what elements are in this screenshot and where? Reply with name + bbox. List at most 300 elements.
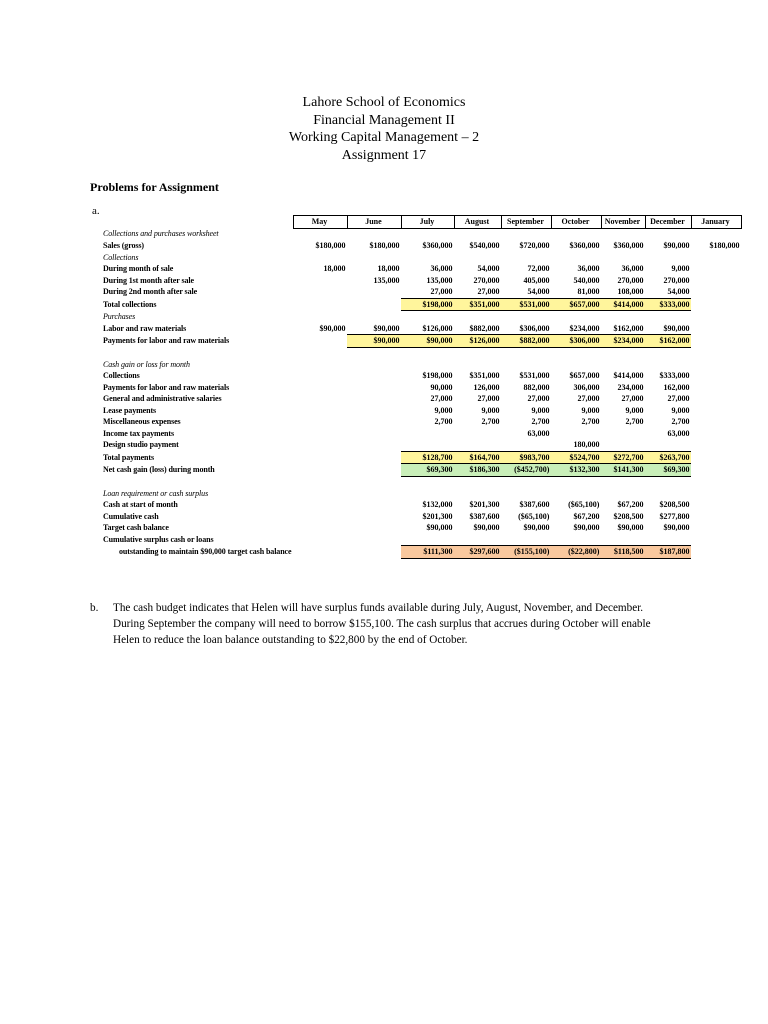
cg-collections-row: [101, 370, 741, 382]
value-cell: 2,700: [434, 417, 453, 426]
value-cell: 54,000: [477, 264, 500, 273]
empty-cell: [347, 488, 401, 500]
empty-cell: [293, 546, 347, 559]
value-cell: $132,300: [551, 464, 601, 477]
value-cell: 2,700: [581, 417, 600, 426]
value-cell: 54,000: [645, 286, 691, 298]
empty-cell: [551, 347, 601, 359]
empty-cell: [454, 488, 501, 500]
value-cell: [401, 428, 454, 440]
empty-cell: [347, 511, 401, 523]
value-cell: [347, 298, 401, 311]
value-cell: $162,000: [645, 335, 691, 348]
empty-cell: [645, 476, 691, 488]
value-cell: [601, 428, 645, 440]
empty-cell: [601, 228, 645, 240]
value-cell: 270,000: [473, 275, 500, 285]
first-month-row: [101, 275, 741, 287]
value-cell: $540,000: [469, 241, 500, 250]
empty-cell: [501, 311, 551, 323]
empty-cell: [293, 476, 347, 488]
empty-cell: [551, 228, 601, 240]
empty-cell: [551, 359, 601, 371]
month-header: December: [645, 216, 691, 229]
empty-cell: [691, 499, 741, 511]
row-label: Cash at start of month: [103, 500, 178, 509]
value-cell: $882,000: [469, 323, 500, 333]
row-label: During 1st month after sale: [103, 275, 194, 285]
section-title: Problems for Assignment: [90, 180, 219, 194]
value-cell: [601, 439, 645, 451]
total-collections-row: [101, 298, 741, 311]
value-cell: $360,000: [613, 241, 644, 250]
value-cell: 135,000: [426, 275, 453, 285]
value-cell: 36,000: [621, 264, 644, 273]
empty-cell: [401, 347, 454, 359]
value-cell: 2,700: [531, 417, 550, 426]
value-cell: [551, 428, 601, 440]
topic-title: Working Capital Management – 2: [288, 130, 480, 146]
value-cell: $180,000: [315, 241, 346, 250]
value-cell: $90,000: [473, 523, 500, 532]
value-cell: $90,000: [319, 323, 346, 333]
month-header: January: [691, 216, 741, 229]
empty-cell: [401, 359, 454, 371]
value-cell: 126,000: [473, 382, 500, 392]
empty-cell: [101, 476, 293, 488]
target-cash-row: [101, 522, 741, 534]
empty-cell: [347, 451, 401, 464]
row-label: Purchases: [103, 311, 136, 321]
empty-cell: [293, 347, 347, 359]
empty-cell: [401, 228, 454, 240]
row-label: Payments for labor and raw materials: [103, 382, 230, 392]
value-cell: [501, 439, 551, 451]
value-cell: 63,000: [527, 428, 550, 438]
empty-cell: [347, 439, 401, 451]
empty-cell: [454, 359, 501, 371]
value-cell: $277,800: [659, 511, 690, 521]
month-header: September: [501, 216, 551, 229]
value-cell: $531,000: [519, 371, 550, 380]
value-cell: 135,000: [373, 275, 400, 285]
value-cell: $208,500: [659, 500, 690, 509]
empty-cell: [691, 382, 741, 394]
value-cell: $983,700: [501, 451, 551, 464]
month-header: July: [401, 216, 454, 229]
value-cell: $351,000: [469, 371, 500, 380]
cash-budget-worksheet: [101, 215, 742, 559]
value-cell: $90,000: [663, 523, 690, 532]
value-cell: [691, 275, 741, 287]
cg-payments-labor-row: [101, 382, 741, 394]
row-label: Design studio payment: [103, 440, 179, 450]
value-cell: $187,800: [645, 546, 691, 559]
value-cell: 9,000: [481, 405, 500, 415]
empty-cell: [347, 476, 401, 488]
value-cell: $128,700: [401, 451, 454, 464]
value-cell: 108,000: [601, 286, 645, 298]
value-cell: $387,600: [519, 500, 550, 509]
empty-cell: [347, 416, 401, 428]
assignment-number: Assignment 17: [341, 147, 427, 163]
empty-cell: [501, 488, 551, 500]
value-cell: ($22,800): [551, 546, 601, 559]
value-cell: ($65,100): [518, 511, 550, 521]
value-cell: 234,000: [617, 382, 644, 392]
value-cell: $90,000: [373, 323, 400, 333]
during-month-row: [101, 263, 741, 275]
empty-cell: [551, 534, 601, 546]
purchases-subheading: [101, 311, 741, 323]
value-cell: $90,000: [663, 323, 690, 333]
row-label: Cumulative surplus cash or loans: [103, 534, 214, 544]
value-cell: 270,000: [663, 275, 690, 285]
value-cell: $234,000: [601, 335, 645, 348]
value-cell: 90,000: [430, 382, 453, 392]
value-cell: $111,300: [401, 546, 454, 559]
empty-cell: [293, 511, 347, 523]
row-label: Collections: [103, 252, 139, 262]
empty-cell: [293, 382, 347, 394]
row-label: During month of sale: [103, 264, 174, 273]
value-cell: $297,600: [454, 546, 501, 559]
value-cell: $720,000: [519, 241, 550, 250]
value-cell: $180,000: [369, 241, 400, 250]
empty-cell: [691, 228, 741, 240]
value-cell: 270,000: [617, 275, 644, 285]
empty-cell: [347, 405, 401, 417]
value-cell: $306,000: [519, 323, 550, 333]
empty-cell: [691, 451, 741, 464]
value-cell: $132,000: [422, 500, 453, 509]
row-label: Cash gain or loss for month: [103, 359, 190, 369]
empty-cell: [691, 416, 741, 428]
empty-cell: [601, 252, 645, 264]
value-cell: 63,000: [667, 428, 690, 438]
value-cell: 405,000: [523, 275, 550, 285]
cash-start-row: [101, 499, 741, 511]
value-cell: $69,300: [401, 464, 454, 477]
month-header: November: [601, 216, 645, 229]
empty-cell: [293, 311, 347, 323]
value-cell: 18,000: [323, 264, 346, 273]
value-cell: $90,000: [573, 523, 600, 532]
row-label: Collections: [103, 371, 140, 380]
cumulative-surplus-label-row: [101, 534, 741, 546]
month-header: October: [551, 216, 601, 229]
value-cell: [293, 286, 347, 298]
value-cell: 306,000: [573, 382, 600, 392]
value-cell: 27,000: [477, 394, 500, 403]
spacer-row: [101, 347, 741, 359]
value-cell: 81,000: [551, 286, 601, 298]
empty-cell: [501, 228, 551, 240]
empty-cell: [645, 347, 691, 359]
value-cell: $657,000: [569, 371, 600, 380]
value-cell: $360,000: [569, 241, 600, 250]
empty-cell: [347, 428, 401, 440]
value-cell: [454, 439, 501, 451]
empty-cell: [501, 476, 551, 488]
value-cell: $414,000: [613, 371, 644, 380]
value-cell: ($452,700): [501, 464, 551, 477]
empty-cell: [501, 359, 551, 371]
month-header: May: [293, 216, 347, 229]
value-cell: 27,000: [401, 286, 454, 298]
value-cell: $67,200: [573, 511, 600, 521]
value-cell: 540,000: [573, 275, 600, 285]
empty-cell: [645, 488, 691, 500]
value-cell: [401, 439, 454, 451]
empty-cell: [347, 252, 401, 264]
row-label: Sales (gross): [103, 241, 144, 250]
row-label: Labor and raw materials: [103, 323, 187, 333]
value-cell: $90,000: [347, 335, 401, 348]
value-cell: $162,000: [613, 323, 644, 333]
value-cell: $186,300: [454, 464, 501, 477]
value-cell: ($155,100): [501, 546, 551, 559]
empty-cell: [454, 534, 501, 546]
value-cell: [691, 298, 741, 311]
row-label: Collections and purchases worksheet: [103, 229, 219, 239]
empty-cell: [293, 370, 347, 382]
empty-cell: [347, 464, 401, 477]
value-cell: $531,000: [501, 298, 551, 311]
row-label: Total collections: [103, 299, 157, 309]
cg-lease-row: [101, 405, 741, 417]
value-cell: $90,000: [663, 241, 690, 250]
value-cell: [293, 298, 347, 311]
row-label: Lease payments: [103, 405, 157, 415]
empty-cell: [645, 252, 691, 264]
empty-cell: [501, 252, 551, 264]
empty-cell: [401, 476, 454, 488]
cg-salaries-row: [101, 393, 741, 405]
part-b-label: b.: [90, 602, 99, 614]
empty-cell: [293, 451, 347, 464]
empty-cell: [454, 347, 501, 359]
empty-cell: [551, 311, 601, 323]
empty-cell: [645, 359, 691, 371]
empty-cell: [645, 311, 691, 323]
value-cell: 36,000: [430, 264, 453, 273]
outstanding-loans-row: [101, 546, 741, 559]
cash-gain-heading: [101, 359, 741, 371]
row-label: Total payments: [103, 452, 154, 462]
value-cell: [293, 275, 347, 287]
empty-cell: [601, 476, 645, 488]
cg-tax-row: [101, 428, 741, 440]
value-cell: $272,700: [601, 451, 645, 464]
empty-cell: [454, 311, 501, 323]
collections-worksheet-heading: [101, 228, 741, 240]
school-name: Lahore School of Economics: [302, 95, 466, 110]
value-cell: 9,000: [671, 264, 690, 273]
empty-cell: [401, 488, 454, 500]
empty-cell: [293, 393, 347, 405]
value-cell: 162,000: [663, 382, 690, 392]
value-cell: $387,600: [469, 511, 500, 521]
empty-cell: [347, 522, 401, 534]
row-label: outstanding to maintain $90,000 target cash balance: [119, 547, 292, 556]
empty-cell: [347, 228, 401, 240]
value-cell: [645, 439, 691, 451]
value-cell: $882,000: [501, 335, 551, 348]
value-cell: 2,700: [671, 417, 690, 426]
empty-cell: [691, 522, 741, 534]
sales-row: [101, 240, 741, 252]
empty-cell: [347, 534, 401, 546]
empty-cell: [691, 488, 741, 500]
empty-cell: [551, 476, 601, 488]
value-cell: $306,000: [551, 335, 601, 348]
value-cell: $198,000: [401, 298, 454, 311]
document-header: [0, 94, 768, 164]
part-b-paragraph: [90, 600, 660, 648]
empty-cell: [454, 476, 501, 488]
loan-requirement-heading: [101, 488, 741, 500]
value-cell: $90,000: [401, 335, 454, 348]
empty-cell: [501, 534, 551, 546]
empty-cell: [293, 534, 347, 546]
value-cell: $524,700: [551, 451, 601, 464]
value-cell: [691, 323, 741, 335]
labor-materials-row: [101, 323, 741, 335]
value-cell: $198,000: [422, 371, 453, 380]
empty-cell: [601, 488, 645, 500]
cg-misc-row: [101, 416, 741, 428]
empty-cell: [347, 393, 401, 405]
cg-net-gain-row: [101, 464, 741, 477]
header-spacer: [101, 216, 293, 229]
empty-cell: [601, 534, 645, 546]
value-cell: 27,000: [621, 394, 644, 403]
value-cell: ($65,100): [568, 500, 600, 509]
empty-cell: [101, 347, 293, 359]
empty-cell: [293, 522, 347, 534]
empty-cell: [401, 252, 454, 264]
empty-cell: [401, 311, 454, 323]
empty-cell: [645, 228, 691, 240]
value-cell: 54,000: [501, 286, 551, 298]
row-label: Loan requirement or cash surplus: [103, 488, 209, 498]
value-cell: 27,000: [527, 394, 550, 403]
value-cell: $126,000: [454, 335, 501, 348]
empty-cell: [691, 546, 741, 559]
row-label: During 2nd month after sale: [103, 287, 198, 297]
value-cell: $351,000: [454, 298, 501, 311]
value-cell: 9,000: [581, 405, 600, 415]
empty-cell: [691, 311, 741, 323]
value-cell: $201,300: [469, 500, 500, 509]
payments-labor-row: [101, 335, 741, 348]
second-month-row: [101, 286, 741, 298]
empty-cell: [293, 464, 347, 477]
empty-cell: [691, 252, 741, 264]
value-cell: [454, 428, 501, 440]
value-cell: $164,700: [454, 451, 501, 464]
value-cell: $333,000: [645, 298, 691, 311]
value-cell: 72,000: [527, 264, 550, 273]
empty-cell: [691, 370, 741, 382]
row-label: Payments for labor and raw materials: [103, 336, 230, 345]
empty-cell: [691, 405, 741, 417]
cumulative-cash-row: [101, 511, 741, 523]
value-cell: $263,700: [645, 451, 691, 464]
value-cell: 18,000: [377, 264, 400, 273]
empty-cell: [501, 347, 551, 359]
empty-cell: [601, 311, 645, 323]
row-label: Miscellaneous expenses: [103, 417, 181, 426]
empty-cell: [347, 311, 401, 323]
empty-cell: [293, 228, 347, 240]
empty-cell: [293, 428, 347, 440]
empty-cell: [645, 534, 691, 546]
value-cell: $201,300: [422, 511, 453, 521]
value-cell: $414,000: [601, 298, 645, 311]
value-cell: $333,000: [659, 371, 690, 380]
value-cell: $234,000: [569, 323, 600, 333]
empty-cell: [691, 534, 741, 546]
value-cell: $208,500: [613, 511, 644, 521]
part-b-text: The cash budget indicates that Helen will have surplus funds available during July, August, November, and December. During September the company will need to borrow $155,100. The cash surplus that accrues during October will enable Helen to reduce the loan balance outstanding to $22,800 by the end of October.: [113, 602, 651, 646]
empty-cell: [293, 499, 347, 511]
value-cell: $69,300: [645, 464, 691, 477]
empty-cell: [347, 499, 401, 511]
empty-cell: [691, 511, 741, 523]
collections-subheading: [101, 252, 741, 264]
empty-cell: [691, 347, 741, 359]
cg-total-payments-row: [101, 451, 741, 464]
value-cell: $141,300: [601, 464, 645, 477]
value-cell: [347, 286, 401, 298]
value-cell: [691, 263, 741, 275]
value-cell: 180,000: [573, 440, 600, 449]
empty-cell: [691, 464, 741, 477]
value-cell: 2,700: [481, 417, 500, 426]
empty-cell: [293, 252, 347, 264]
month-header: August: [454, 216, 501, 229]
row-label: Net cash gain (loss) during month: [103, 465, 215, 474]
value-cell: 9,000: [625, 405, 644, 415]
empty-cell: [293, 439, 347, 451]
value-cell: $126,000: [422, 323, 453, 333]
value-cell: 9,000: [434, 405, 453, 415]
value-cell: 27,000: [667, 394, 690, 403]
course-name: Financial Management II: [313, 112, 455, 128]
value-cell: [691, 286, 741, 298]
empty-cell: [601, 359, 645, 371]
month-header: June: [347, 216, 401, 229]
value-cell: 27,000: [430, 394, 453, 403]
row-label: Income tax payments: [103, 428, 174, 438]
value-cell: 9,000: [671, 405, 690, 415]
value-cell: 36,000: [577, 264, 600, 273]
value-cell: 27,000: [454, 286, 501, 298]
empty-cell: [347, 546, 401, 559]
empty-cell: [293, 488, 347, 500]
empty-cell: [293, 405, 347, 417]
empty-cell: [347, 347, 401, 359]
empty-cell: [691, 359, 741, 371]
empty-cell: [347, 370, 401, 382]
value-cell: 882,000: [523, 382, 550, 392]
value-cell: [293, 335, 347, 348]
empty-cell: [601, 347, 645, 359]
row-label: Target cash balance: [103, 523, 169, 532]
spacer-row: [101, 476, 741, 488]
